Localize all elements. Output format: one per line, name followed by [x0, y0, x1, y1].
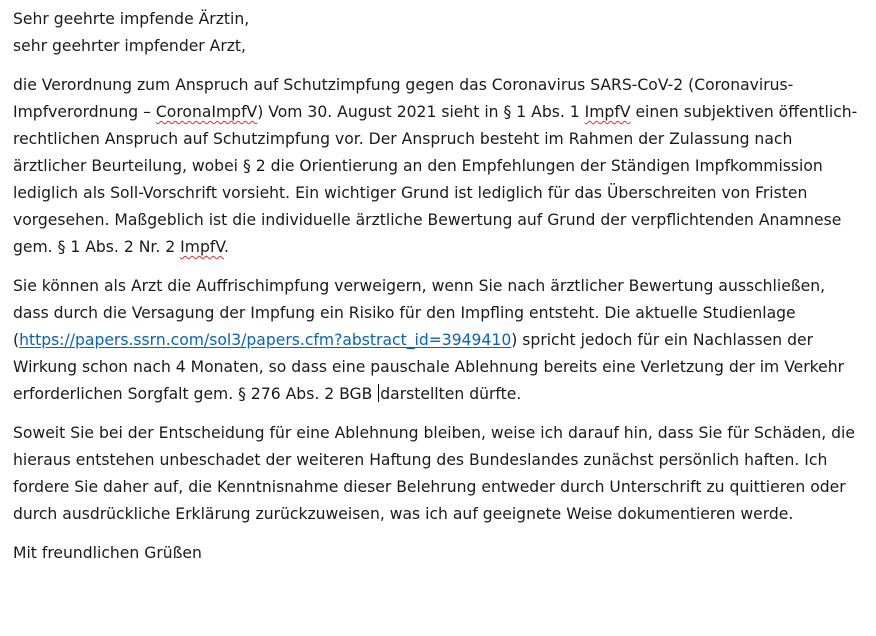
paragraph-3 [13, 420, 863, 528]
spellcheck-word-impfv-1[interactable]: ImpfV [584, 103, 631, 121]
salutation [13, 6, 863, 60]
salutation-line-2: sehr geehrter impfender Arzt, [13, 37, 247, 55]
p1-text-1: die Verordnung zum Anspruch auf Schutzimpfung gegen das Coronavirus SARS-CoV-2 (Coronavirus- [13, 76, 794, 94]
p2-text-3: darstellten dürfte. [380, 385, 522, 403]
spellcheck-word-impfv-2[interactable]: ImpfV [180, 238, 224, 256]
p1-text-4: einen subjektiven öffentlich-rechtlichen Anspruch auf Schutzimpfung vor. Der Anspruch besteht im Rahmen der Zulassung nach ärztlicher Beurteilung, wobei § 2 die Orientierung an den Empfehlungen der Ständigen Impfkommission lediglich als Soll-Vorschrift vorsieht. Ein wichtiger Grund ist lediglich für das Überschreiten von Fristen vorgesehen. Maßgeblich ist die individuelle ärztliche Bewertung auf Grund der verpflichtenden Anamnese gem. § 1 Abs. 2 Nr. 2 [13, 103, 858, 256]
paragraph-1 [13, 72, 863, 261]
closing-line: Mit freundlichen Grüßen [13, 544, 202, 562]
document-body[interactable] [13, 6, 863, 567]
p3-text: Soweit Sie bei der Entscheidung für eine Ablehnung bleiben, weise ich darauf hin, dass Sie für Schäden, die hieraus entstehen unbeschadet der weiteren Haftung des Bundeslandes zunächst persönlich haften. Ich fordere Sie daher auf, die Kenntnisnahme dieser Belehrung entweder durch Unterschrift zu quittieren oder durch ausdrückliche Erklärung zurückzuweisen, was ich auf geeignete Weise dokumentieren werde. [13, 424, 855, 523]
spellcheck-word-coronaimpfv[interactable]: CoronaImpfV [155, 103, 258, 121]
study-link[interactable]: https://papers.ssrn.com/sol3/papers.cfm?abstract_id=3949410 [19, 331, 512, 349]
p1-text-3: ) Vom 30. August 2021 sieht in § 1 Abs. 1 [257, 103, 585, 121]
paragraph-2 [13, 273, 863, 408]
salutation-line-1: Sehr geehrte impfende Ärztin, [13, 10, 250, 28]
p2-text-2: ) spricht jedoch für ein Nachlassen der Wirkung schon nach 4 Monaten, so dass eine pauschale Ablehnung bereits eine Verletzung der im Verkehr erforderlichen Sorgfalt gem. § 276 Abs. 2 BGB [13, 331, 845, 403]
p1-text-5: . [224, 238, 229, 256]
p2-text-1: Sie können als Arzt die Auffrischimpfung verweigern, wenn Sie nach ärztlicher Bewertung ausschließen, dass durch die Versagung der Impfung ein Risiko für den Impfling entsteht. Die aktuelle Studienlage ( [13, 277, 826, 349]
p1-text-2: Impfverordnung – [13, 103, 156, 121]
